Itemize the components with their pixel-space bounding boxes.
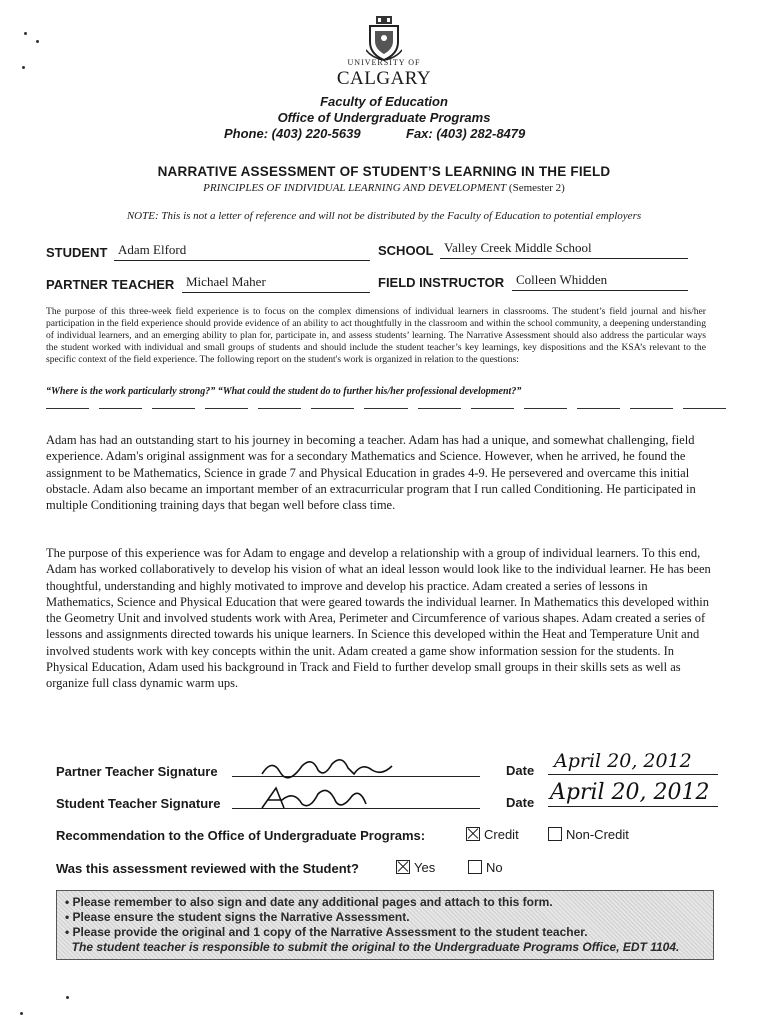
phone-number: Phone: (403) 220-5639 xyxy=(224,126,361,141)
reviewed-no-option[interactable] xyxy=(468,860,503,875)
office-name: Office of Undergraduate Programs xyxy=(277,110,491,125)
student-date-field[interactable] xyxy=(548,780,718,807)
non-credit-label: Non-Credit xyxy=(566,827,629,842)
university-crest-logo xyxy=(366,14,402,62)
notice-item: • Please provide the original and 1 copy of the Narrative Assessment to the student teacher. xyxy=(65,925,588,939)
university-prefix: UNIVERSITY OF xyxy=(347,58,421,67)
reviewed-yes-option[interactable] xyxy=(396,860,435,875)
reviewed-no-label: No xyxy=(486,860,503,875)
scan-speck xyxy=(24,32,27,35)
non-credit-checkbox[interactable] xyxy=(548,827,562,841)
fax-number: Fax: (403) 282-8479 xyxy=(406,126,526,141)
recommendation-label: Recommendation to the Office of Undergraduate Programs: xyxy=(56,828,426,843)
field-instructor-label: FIELD INSTRUCTOR xyxy=(378,275,505,290)
scan-speck xyxy=(66,996,69,999)
narrative-paragraph-2: The purpose of this experience was for Adam to engage and develop a relationship with a group of individual learners. To this end, Adam has worked collaboratively to develop his vision of what an ideal lesson would look like to the individual learner. He has been thoughtful, understanding and highly motivated to improve and develop his practice. Adam created a series of lessons in Mathematics, Science and Physical Education that were geared towards the individual learner. In Mathematics this developed within the Geometry Unit and involved students work with Area, Perimeter and Circumference of various shapes. Adam created a series of lessons and assignments directed towards his unique learners. In Science this developed within the Heat and Temperature Unit and involved students work with key concepts within the unit. Adam created a game show information session for the students. In Physical Education, Adam used his background in Track and Field to further develop small groups in their skills sets as well as organize full class dynamic warm ups. xyxy=(46,546,711,691)
form-note: NOTE: This is not a letter of reference and will not be distributed by the Faculty of Education to potential employers xyxy=(126,210,642,222)
university-name: CALGARY xyxy=(336,68,432,89)
scan-speck xyxy=(20,1012,23,1015)
student-date-value: April 20, 2012 xyxy=(550,780,710,805)
partner-date-field[interactable] xyxy=(548,752,718,775)
dashed-divider xyxy=(46,408,726,410)
notice-box xyxy=(56,890,714,960)
scan-speck xyxy=(22,66,25,69)
form-title: NARRATIVE ASSESSMENT OF STUDENT’S LEARNING IN THE FIELD xyxy=(157,164,611,179)
reviewed-no-checkbox[interactable] xyxy=(468,860,482,874)
student-signature-label: Student Teacher Signature xyxy=(56,796,221,811)
narrative-paragraph-1: Adam has had an outstanding start to his journey in becoming a teacher. Adam has had a unique, and somewhat challenging, field experience. Adam's original assignment was for a secondary Mathematics and Science. However, when he arrived, he found the assignment to be Mathematics, Science in grade 7 and Physical Education in grades 4-9. He persevered and overcame this initial obstacle. Adam also became an important member of an extracurricular program that I run called Conditioning. He participated in multiple Conditioning training days that began well before class time. xyxy=(46,433,696,513)
faculty-name: Faculty of Education xyxy=(320,94,448,109)
scan-speck xyxy=(36,40,39,43)
reviewed-yes-label: Yes xyxy=(414,860,436,875)
non-credit-option[interactable] xyxy=(548,827,629,842)
partner-date-value: April 20, 2012 xyxy=(554,750,692,772)
partner-teacher-label: PARTNER TEACHER xyxy=(46,277,175,292)
student-date-label: Date xyxy=(506,795,535,810)
reviewed-yes-checkbox[interactable] xyxy=(396,860,410,874)
student-signature-handwriting xyxy=(232,786,480,812)
partner-date-label: Date xyxy=(506,763,535,778)
course-name: PRINCIPLES OF INDIVIDUAL LEARNING AND DEVELOPMENT xyxy=(203,182,507,194)
partner-signature-label: Partner Teacher Signature xyxy=(56,764,218,779)
partner-signature-handwriting xyxy=(232,754,480,780)
credit-label: Credit xyxy=(484,827,519,842)
notice-item: • Please ensure the student signs the Narrative Assessment. xyxy=(65,910,410,924)
student-signature-field[interactable] xyxy=(232,786,480,809)
credit-checkbox[interactable] xyxy=(466,827,480,841)
partner-teacher-field[interactable] xyxy=(182,274,370,293)
student-value: Adam Elford xyxy=(118,242,187,257)
notice-item: The student teacher is responsible to submit the original to the Undergraduate Programs Office, EDT 1104. xyxy=(71,940,680,954)
guiding-questions: “Where is the work particularly strong?” “What could the student do to further his/her professional development?” xyxy=(46,386,522,397)
student-field[interactable] xyxy=(114,242,370,261)
school-label: SCHOOL xyxy=(378,243,434,258)
form-subtitle xyxy=(0,182,768,194)
notice-item: • Please remember to also sign and date any additional pages and attach to this form. xyxy=(65,895,553,909)
student-label: STUDENT xyxy=(46,245,108,260)
credit-option[interactable] xyxy=(466,827,519,842)
field-instructor-value: Colleen Whidden xyxy=(516,272,608,287)
school-value: Valley Creek Middle School xyxy=(444,240,592,255)
partner-signature-field[interactable] xyxy=(232,754,480,777)
school-field[interactable] xyxy=(440,240,688,259)
purpose-text: The purpose of this three-week field experience is to focus on the complex dimensions of individual learners in classrooms. The student’s field journal and his/her participation in the field experience should provide evidence of an ability to act thoughtfully in the classroom and within the school community, a deepening understanding of individual learners, and an emerging ability to plan for, participate in, and assess students’ learning. The Narrative Assessment should also address the particular ways the student worked with individual and small groups of students and should include the student teacher’s key learnings, key dispositions and the KSA’s relevant to the specific context of the field experience. The following report on the student's work is organized in relation to the questions: xyxy=(46,306,706,365)
semester: (Semester 2) xyxy=(508,182,565,194)
reviewed-label: Was this assessment reviewed with the Student? xyxy=(56,861,359,876)
field-instructor-field[interactable] xyxy=(512,272,688,291)
partner-teacher-value: Michael Maher xyxy=(186,274,266,289)
